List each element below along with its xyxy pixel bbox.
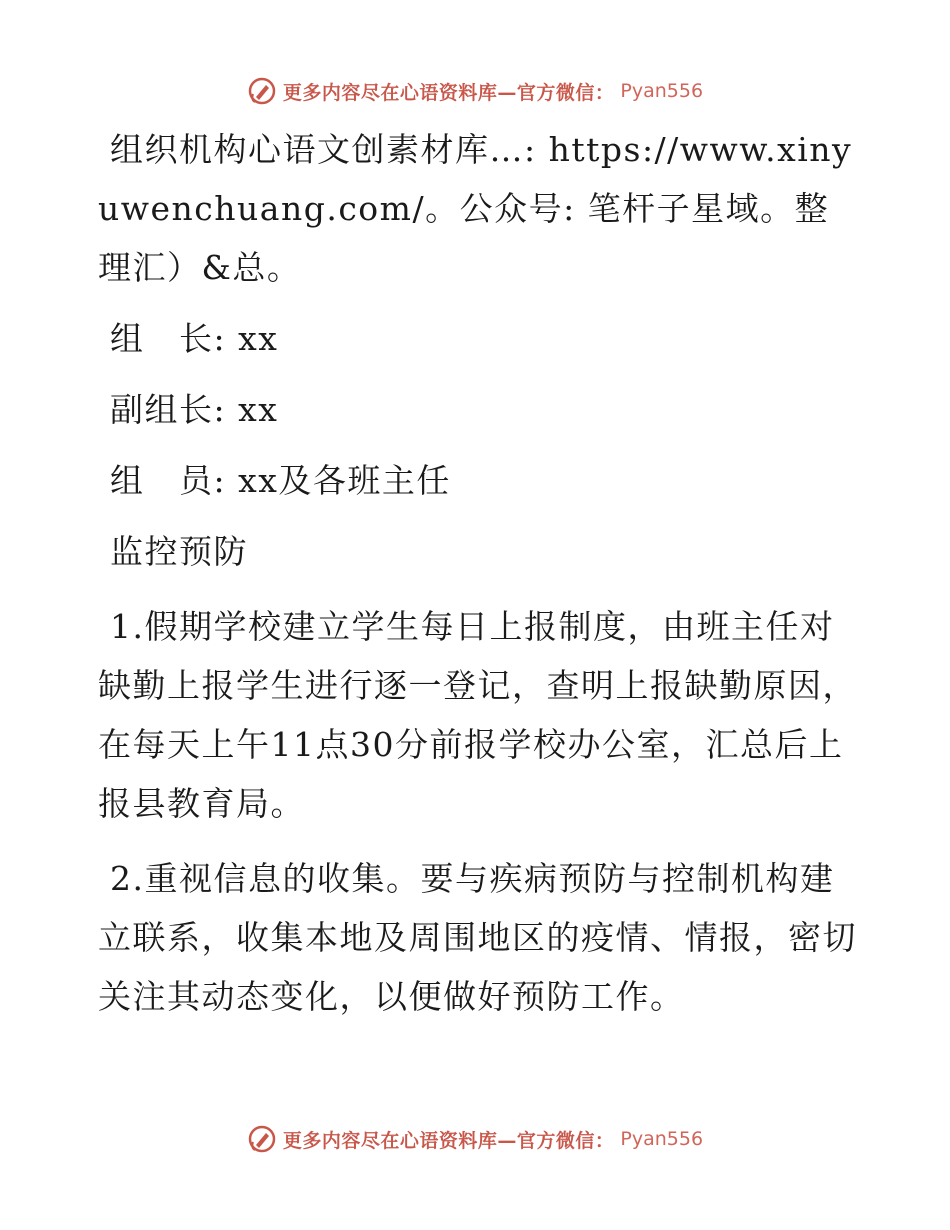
watermark-text: 更多内容尽在心语资料库—官方微信： [282, 1129, 615, 1152]
item-1-paragraph: 1.假期学校建立学生每日上报制度，由班主任对缺勤上报学生进行逐一登记，查明上报缺勤原因，在每天上午11点30分前报学校办公室，汇总后上报县教育局。 [98, 607, 857, 823]
pen-logo-icon [247, 1124, 277, 1154]
document-body [98, 120, 858, 1026]
vice-leader-line: 副组长: xx [110, 390, 279, 429]
watermark-handle: Pyan556 [620, 80, 704, 102]
leader-line: 组 长: xx [110, 319, 279, 358]
item-2-paragraph: 2.重视信息的收集。要与疾病预防与控制机构建立联系，收集本地及周围地区的疫情、情报，密切关注其动态变化，以便做好预防工作。 [98, 859, 857, 1016]
header-watermark [0, 76, 950, 106]
pen-logo-icon [247, 76, 277, 106]
members-line: 组 员: xx及各班主任 [110, 461, 451, 500]
section-title: 监控预防 [110, 532, 248, 571]
watermark-text: 更多内容尽在心语资料库—官方微信： [282, 81, 615, 104]
watermark-handle: Pyan556 [620, 1128, 704, 1150]
intro-paragraph: 组织机构心语文创素材库…: https://www.xinyuwenchuang.com/。公众号: 笔杆子星域。整理汇）&总。 [98, 130, 853, 287]
footer-watermark [0, 1124, 950, 1154]
